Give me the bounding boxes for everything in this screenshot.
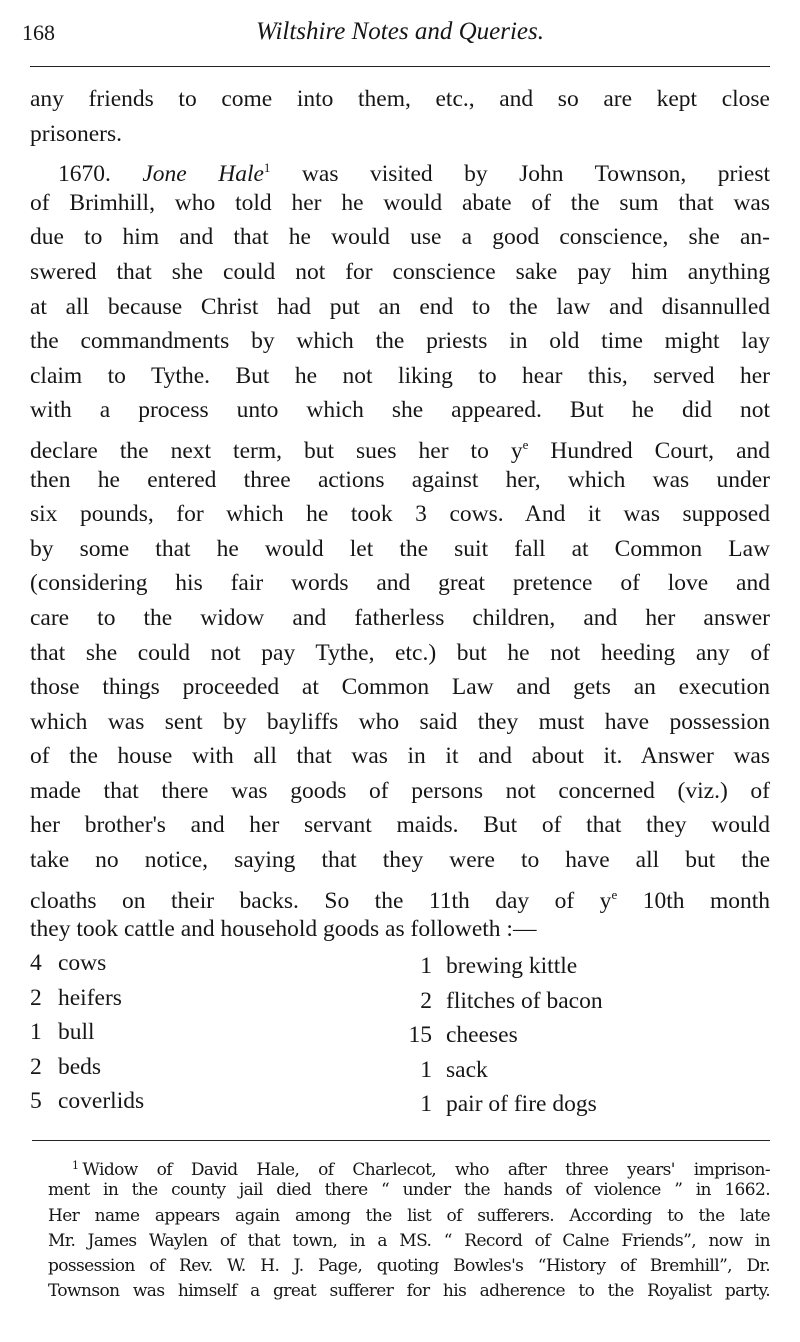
text-segment: with a process unto which she appeared. But he did not (30, 397, 770, 424)
text-line (30, 497, 770, 532)
goods-name: sack (446, 1056, 488, 1083)
footnote (48, 1153, 770, 1305)
text-segment: of the house with all that was in it and about it. Answer was (30, 743, 770, 770)
text-line (30, 739, 770, 774)
text-line (30, 359, 770, 394)
text-line (30, 117, 770, 152)
goods-item (30, 1084, 144, 1118)
goods-name: bull (58, 1019, 95, 1045)
goods-name: cheeses (446, 1022, 518, 1048)
text-segment: which was sent by bayliffs who said they must have possession (30, 708, 770, 735)
text-line (30, 151, 770, 186)
text-line (30, 912, 770, 947)
text-line (30, 290, 770, 325)
goods-quantity: 1 (420, 1056, 432, 1083)
footnote-text: ment in the county jail died there “ under the hands of violence ” in 1662. (48, 1180, 770, 1201)
footnote-line (48, 1153, 770, 1178)
goods-quantity: 2 (30, 1053, 42, 1080)
body-text (30, 82, 770, 947)
footnote-text: Her name appears again among the list of sufferers. According to the late (48, 1205, 770, 1226)
goods-item (30, 1015, 95, 1049)
footnote-line (48, 1178, 770, 1203)
header-rule (30, 66, 770, 67)
goods-name: beds (58, 1053, 102, 1080)
goods-item (30, 981, 122, 1015)
goods-quantity: 5 (30, 1088, 42, 1114)
superscript: e (611, 886, 618, 902)
goods-name: flitches of bacon (446, 987, 603, 1014)
footnote-text: Townson was himself a great sufferer for his adherence to the Royalist party. (48, 1281, 770, 1302)
footnote-text: possession of Rev. W. H. J. Page, quoting Bowles's “History of Bremhill”, Dr. (48, 1256, 770, 1277)
text-segment: cloaths on their backs. So the 11th day of y (30, 887, 612, 914)
italic-name: Jone Hale (142, 161, 264, 188)
goods-name: pair of fire dogs (446, 1091, 597, 1117)
goods-name: cows (58, 950, 107, 976)
goods-quantity: 1 (420, 953, 432, 979)
text-segment: prisoners. (30, 120, 123, 147)
text-line (30, 601, 770, 636)
superscript: 1 (263, 160, 271, 176)
text-segment: that she could not pay Tythe, etc.) but he not heeding any of (30, 639, 770, 666)
text-segment: claim to Tythe. But he not liking to hear this, served her (30, 362, 770, 389)
text-segment: declare the next term, but sues her to y (30, 437, 523, 464)
goods-name: brewing kittle (446, 953, 578, 979)
footnote-line (48, 1204, 770, 1229)
text-line (30, 428, 770, 463)
text-segment: any friends to come into them, etc., and so are kept close (30, 86, 770, 112)
running-title: Wiltshire Notes and Queries. (256, 18, 544, 45)
text-segment: 1670. (58, 161, 143, 188)
text-segment: of Brimhill, who told her he would abate of the sum that was (30, 189, 770, 216)
footnote-rule (32, 1140, 770, 1141)
footnote-text: Mr. James Waylen of that town, in a MS. “ Record of Calne Friends”, now in (48, 1230, 770, 1251)
text-line (30, 82, 770, 117)
goods-quantity: 15 (408, 1022, 432, 1048)
goods-item (30, 946, 106, 980)
text-segment: Hundred Court, and (528, 437, 770, 464)
text-line (30, 636, 770, 671)
text-line (30, 705, 770, 740)
goods-quantity: 1 (420, 1091, 432, 1117)
text-line (30, 843, 770, 878)
goods-item (404, 1087, 597, 1121)
text-line (30, 186, 770, 221)
goods-quantity: 2 (420, 987, 432, 1014)
goods-item (404, 1018, 518, 1052)
text-line (30, 878, 770, 913)
page-number: 168 (22, 20, 55, 45)
text-line (30, 774, 770, 809)
text-line (30, 532, 770, 567)
text-segment: (considering his fair words and great pretence of love and (30, 570, 770, 597)
goods-quantity: 4 (30, 950, 42, 976)
footnote-text: Widow of David Hale, of Charlecot, who after three years' imprison- (82, 1160, 770, 1180)
text-segment: made that there was goods of persons not concerned (viz.) of (30, 777, 770, 804)
footnote-line (48, 1229, 770, 1254)
goods-item (404, 949, 577, 983)
footnote-marker: 1 (72, 1159, 79, 1172)
text-segment: they took cattle and household goods as followeth :— (30, 916, 537, 943)
text-segment: care to the widow and fatherless children, and her answer (30, 604, 770, 631)
text-segment: her brother's and her servant maids. But of that they would (30, 812, 770, 839)
text-segment: then he entered three actions against her, which was under (30, 466, 770, 493)
text-line (30, 324, 770, 359)
text-line (30, 255, 770, 290)
text-segment: six pounds, for which he took 3 cows. And it was supposed (30, 501, 770, 528)
footnote-line (48, 1254, 770, 1279)
text-line (30, 393, 770, 428)
goods-quantity: 2 (30, 984, 42, 1011)
text-segment: at all because Christ had put an end to the law and disannulled (30, 293, 770, 320)
text-line (30, 808, 770, 843)
text-segment: due to him and that he would use a good conscience, she an- (30, 224, 770, 251)
text-segment: the commandments by which the priests in old time might lay (30, 328, 770, 355)
goods-name: heifers (58, 984, 122, 1011)
text-segment: take no notice, saying that they were to have all but the (30, 847, 770, 874)
superscript: e (522, 436, 529, 452)
goods-name: coverlids (58, 1088, 145, 1114)
text-line (30, 670, 770, 705)
text-line (30, 220, 770, 255)
text-segment: 10th month (617, 887, 770, 914)
text-line (30, 566, 770, 601)
goods-item (30, 1050, 101, 1084)
text-segment: swered that she could not for conscience sake pay him anything (30, 258, 770, 285)
footnote-line (48, 1279, 770, 1304)
text-segment: was visited by John Townson, priest (270, 161, 770, 188)
goods-item (404, 984, 603, 1018)
goods-item (404, 1053, 488, 1087)
text-line (30, 463, 770, 498)
text-segment: those things proceeded at Common Law and gets an execution (30, 674, 770, 701)
goods-quantity: 1 (30, 1019, 42, 1045)
text-segment: by some that he would let the suit fall at Common Law (30, 535, 770, 562)
